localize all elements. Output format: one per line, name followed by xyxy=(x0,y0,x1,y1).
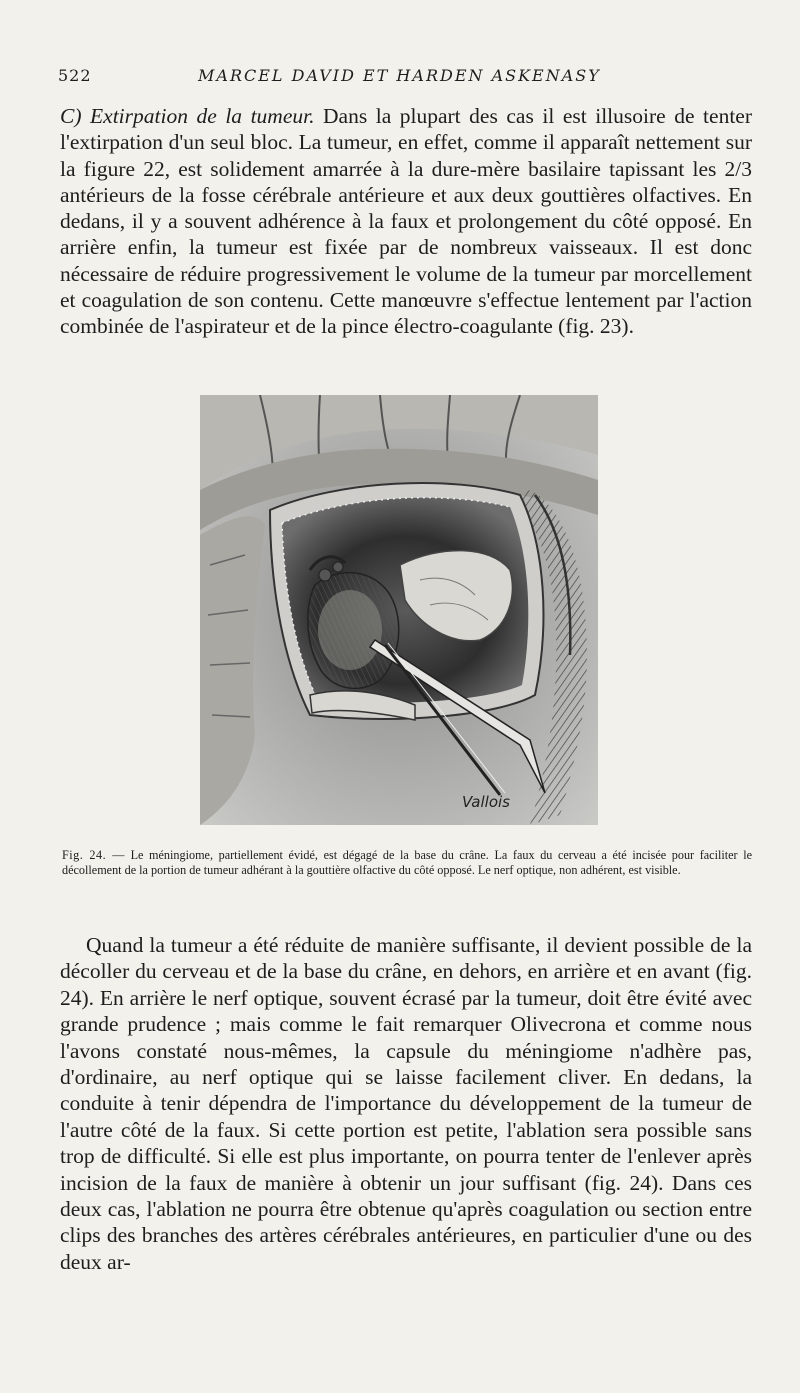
surgical-illustration xyxy=(200,395,598,825)
caption-text: Le méningiome, partiellement évidé, est dégagé de la base du crâne. La faux du cerveau a été incisée pour faciliter le décollement de la portion de tumeur adhérant à la gouttière olfactive du côté opposé. Le nerf optique, non adhérent, est visible. xyxy=(62,848,753,877)
page-number: 522 xyxy=(58,66,92,85)
body-paragraph: Quand la tumeur a été réduite de manière suffisante, il devient possible de la décoller du cerveau et de la base du crâne, en dehors, en arrière et en avant (fig. 24). En arrière le nerf optique, souvent écrasé par la tumeur, doit être évité avec grande prudence ; mais comme le fait remarquer Olivecrona et comme nous l'avons constaté nous-mêmes, la capsule du méningiome n'adhère pas, d'ordinaire, au nerf optique qui se laisse facilement cliver. En dedans, la conduite à tenir dépendra de l'importance du développement de la tumeur de l'autre côté de la faux. Si cette portion est petite, l'ablation sera possible sans trop de difficulté. Si elle est plus importante, on pourra tenter de l'enlever après incision de la faux de manière à obtenir un jour suffisant (fig. 24). Dans ces deux cas, l'ablation ne pourra être obtenue qu'après coagulation ou section entre clips des branches des artères cérébrales antérieures, en particulier d'une ou des deux ar- xyxy=(60,933,752,1274)
running-title: MARCEL DAVID ET HARDEN ASKENASY xyxy=(198,66,601,85)
figure-caption xyxy=(62,848,752,878)
section-label: C) Extirpation de la tumeur. xyxy=(60,104,315,128)
caption-label: Fig. 24. — xyxy=(62,848,125,862)
artist-signature: Vallois xyxy=(462,793,510,811)
section-body: Dans la plupart des cas il est illusoire de tenter l'extirpation d'un seul bloc. La tumeur, en effet, comme il apparaît nettement sur la figure 22, est solidement amarrée à la dure-mère basilaire tapissant les 2/3 antérieurs de la fosse cérébrale antérieure et aux deux gouttières olfactives. En dedans, il y a souvent adhérence à la faux et prolongement du côté opposé. En arrière enfin, la tumeur est fixée par de nombreux vaisseaux. Il est donc nécessaire de réduire progressivement le volume de la tumeur par morcellement et coagulation de son contenu. Cette manœuvre s'effectue lentement par l'action combinée de l'aspirateur et de la pince électro-coagulante (fig. 23). xyxy=(60,104,752,339)
running-head xyxy=(58,66,758,90)
section-paragraph xyxy=(60,103,752,340)
